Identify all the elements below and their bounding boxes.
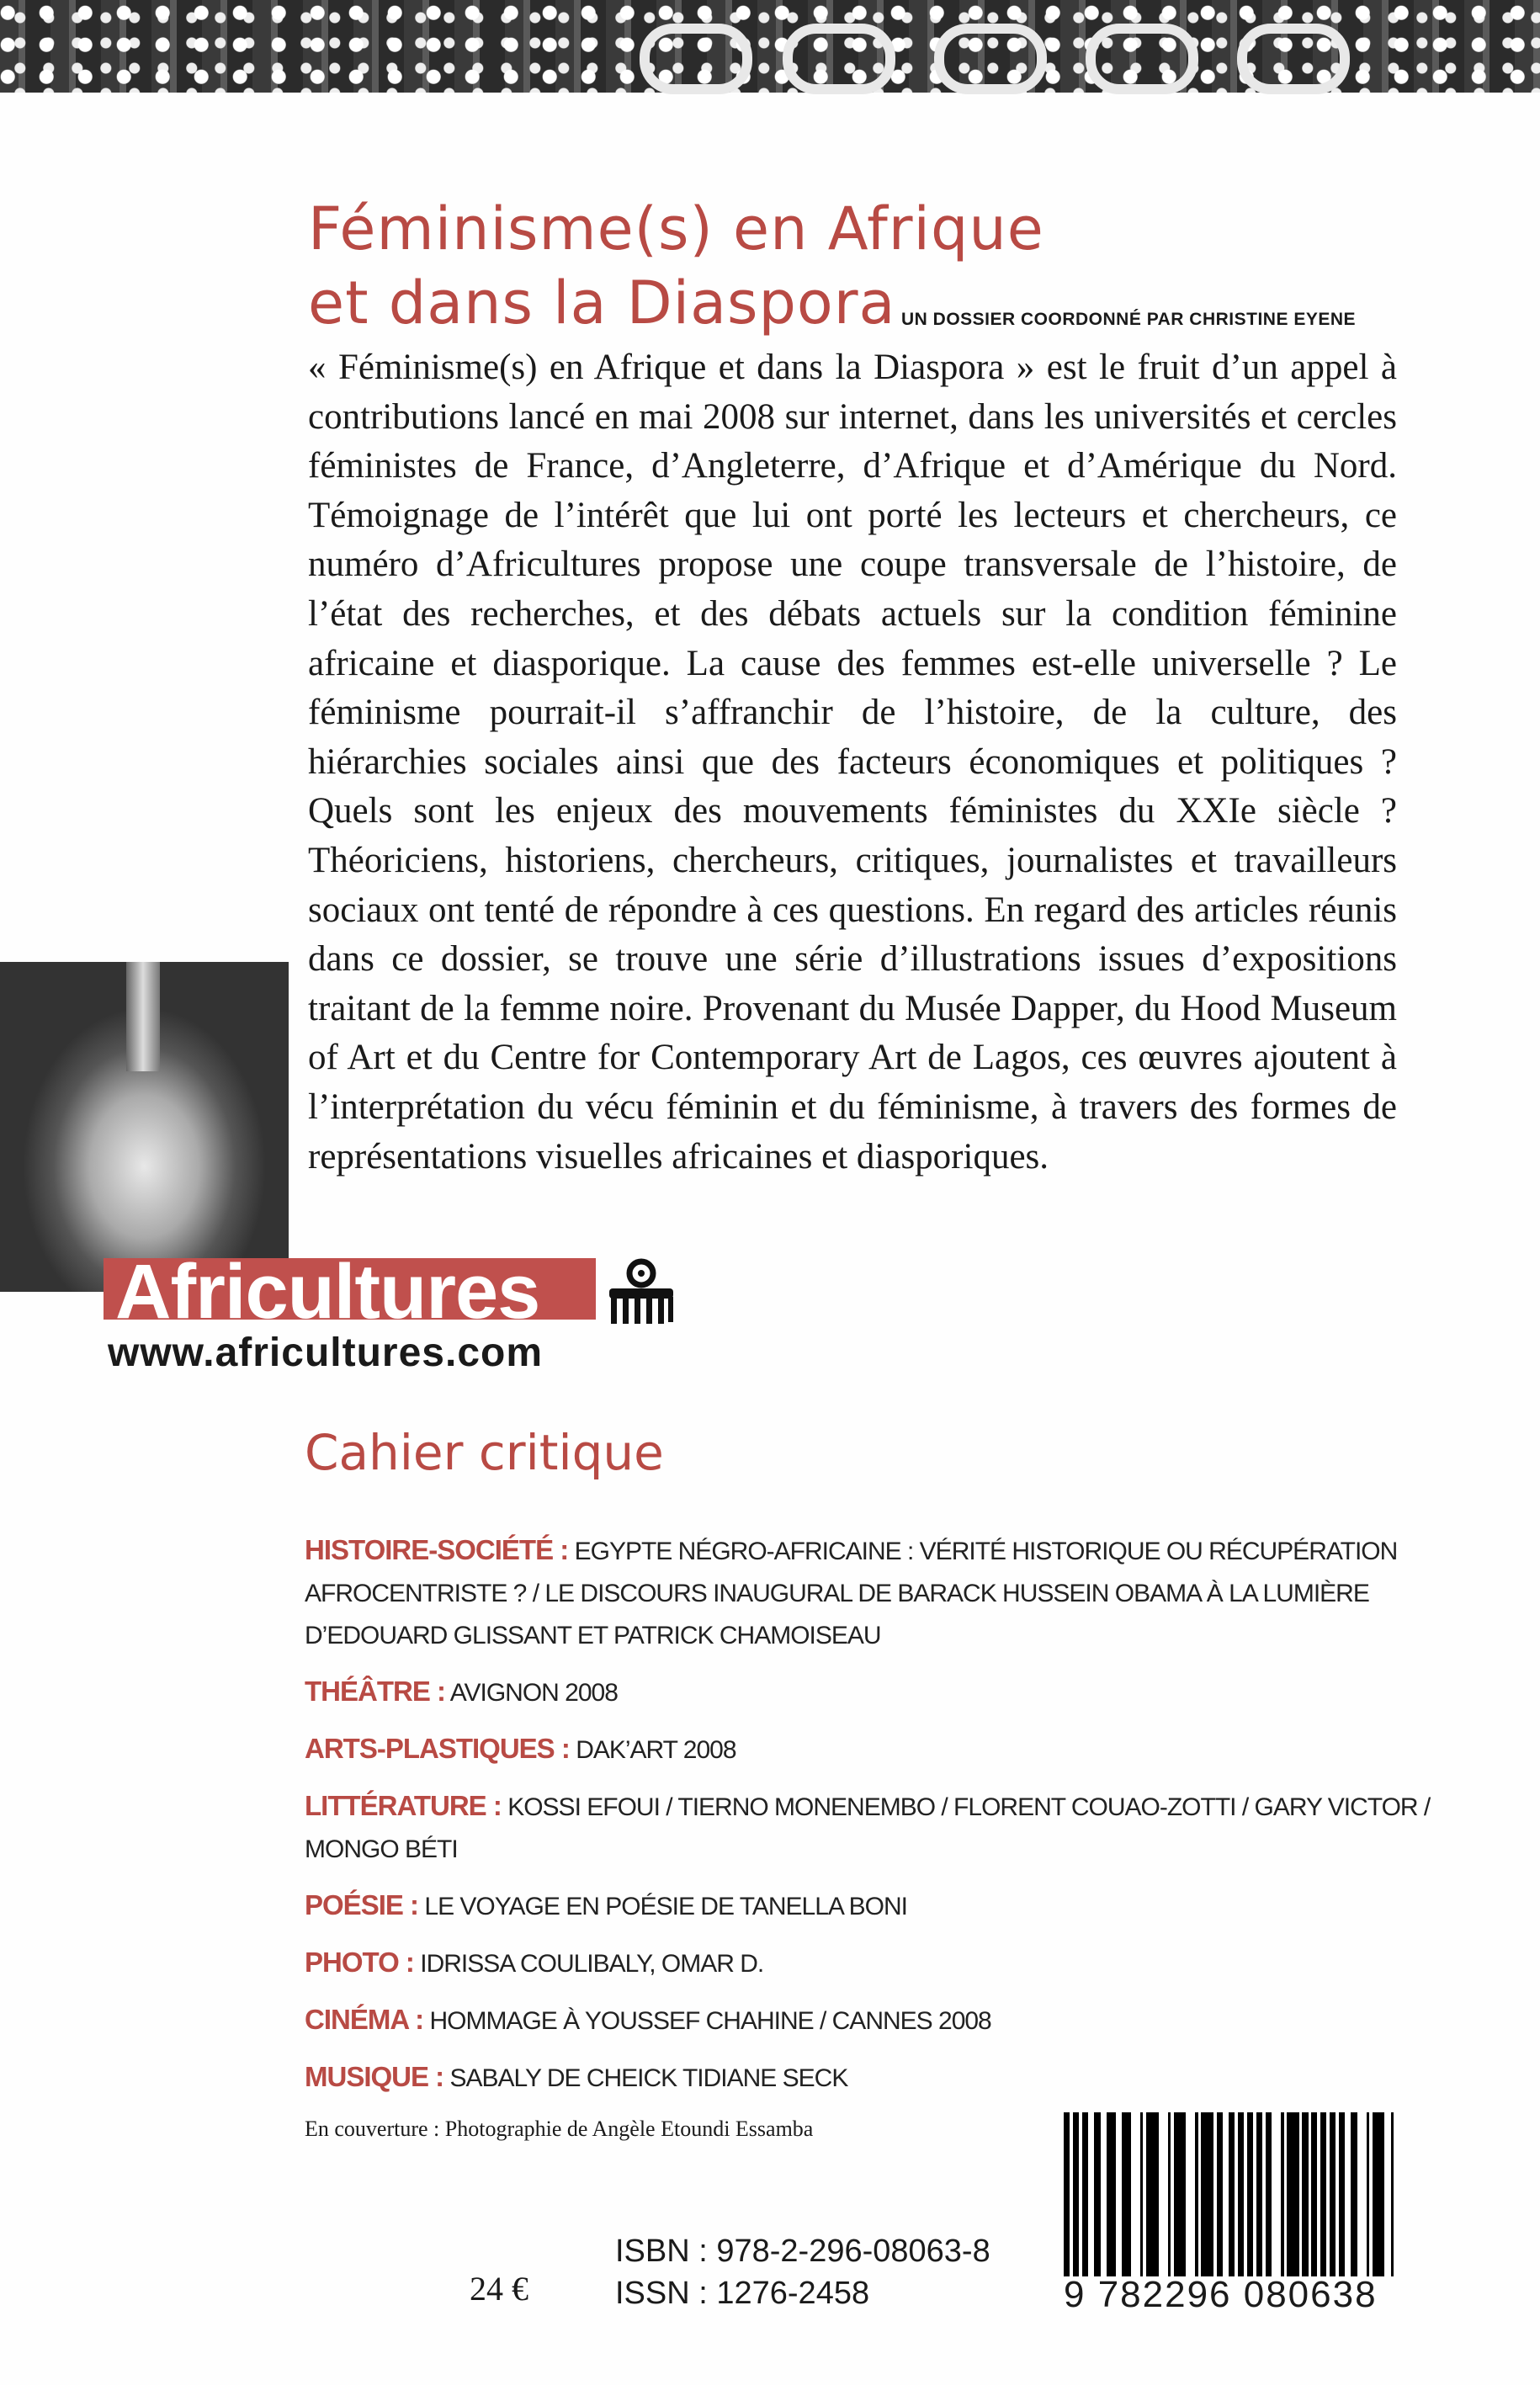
- byline: UN DOSSIER COORDONNÉ PAR CHRISTINE EYENE: [901, 310, 1357, 329]
- cahier-item: [305, 1529, 1432, 1657]
- cahier-critique-list: [305, 1529, 1432, 2113]
- africultures-logo: [104, 1258, 596, 1320]
- barcode-bars: [1064, 2112, 1400, 2276]
- item-category: THÉÂTRE :: [305, 1676, 445, 1707]
- title-line-2: et dans la Diaspora: [308, 268, 896, 337]
- barcode: [1064, 2112, 1400, 2314]
- website-link[interactable]: www.africultures.com: [108, 1331, 544, 1375]
- logo-text: Africultures: [115, 1258, 540, 1320]
- isbn: ISBN : 978-2-296-08063-8: [615, 2234, 990, 2269]
- title-line-1: Féminisme(s) en Afrique: [308, 194, 1044, 263]
- cahier-item: [305, 1785, 1432, 1871]
- item-text: SABALY DE CHEICK TIDIANE SECK: [449, 2064, 848, 2092]
- cahier-item: [305, 1671, 1432, 1714]
- item-text: KOSSI EFOUI / TIERNO MONENEMBO / FLORENT COUAO-ZOTTI / GARY VICTOR / MONGO BÉTI: [305, 1793, 1431, 1863]
- cahier-item: [305, 2056, 1432, 2100]
- item-text: IDRISSA COULIBALY, OMAR D.: [420, 1950, 764, 1978]
- cover-credit: En couverture : Photographie de Angèle Etoundi Essamba: [305, 2117, 814, 2141]
- cahier-critique-heading: Cahier critique: [305, 1424, 664, 1481]
- price: 24 €: [470, 2270, 528, 2308]
- cahier-item: [305, 1999, 1432, 2042]
- issn: ISSN : 1276-2458: [615, 2276, 870, 2311]
- item-text: AVIGNON 2008: [449, 1679, 618, 1707]
- item-text: DAK’ART 2008: [576, 1736, 736, 1764]
- comb-icon: [603, 1258, 680, 1325]
- identifiers: [615, 2230, 990, 2314]
- item-category: PHOTO :: [305, 1947, 414, 1978]
- item-category: ARTS-PLASTIQUES :: [305, 1733, 570, 1764]
- item-text: EGYPTE NÉGRO-AFRICAINE : VÉRITÉ HISTORIQUE OU RÉCUPÉRATION AFROCENTRISTE ? / LE DISCOURS INAUGURAL DE BARACK HUSSEIN OBAMA À LA LUMIÈRE D’EDOUARD GLISSANT ET PATRICK CHAMOISEAU: [305, 1538, 1398, 1649]
- item-category: HISTOIRE-SOCIÉTÉ :: [305, 1534, 569, 1565]
- item-text: LE VOYAGE EN POÉSIE DE TANELLA BONI: [424, 1893, 907, 1920]
- cover-photo: [0, 962, 289, 1292]
- item-category: POÉSIE :: [305, 1889, 419, 1920]
- description-paragraph: « Féminisme(s) en Afrique et dans la Diaspora » est le fruit d’un appel à contributions lancé en mai 2008 sur internet, dans les universités et cercles féministes de France, d’Angleterre, d’Afrique et d’Amérique du Nord. Témoignage de l’intérêt que lui ont porté les lecteurs et chercheurs, ce numéro d’Africultures propose une coupe transversale de l’histoire, de l’état des recherches, et des débats actuels sur la condition féminine africaine et diasporique. La cause des femmes est-elle universelle ? Le féminisme pourrait-il s’affranchir de l’histoire, de la culture, des hiérarchies sociales ainsi que des facteurs économiques et politiques ? Quels sont les enjeux des mouvements féministes du XXIe siècle ? Théoriciens, historiens, chercheurs, critiques, journalistes et travailleurs sociaux ont tenté de répondre à ces questions. En regard des articles réunis dans ce dossier, se trouve une série d’illustrations issues d’expositions traitant de la femme noire. Provenant du Musée Dapper, du Hood Museum of Art et du Centre for Contemporary Art de Lagos, ces œuvres ajoutent à l’interprétation du vécu féminin et du féminisme, à travers des formes de représentations visuelles africaines et diasporiques.: [308, 348, 1397, 1177]
- item-text: HOMMAGE À YOUSSEF CHAHINE / CANNES 2008: [429, 2007, 991, 2035]
- item-category: MUSIQUE :: [305, 2061, 444, 2092]
- cahier-item: [305, 1728, 1432, 1771]
- item-category: LITTÉRATURE :: [305, 1790, 502, 1821]
- decorative-pattern-band: [0, 0, 1540, 93]
- cahier-item: [305, 1884, 1432, 1928]
- item-category: CINÉMA :: [305, 2004, 424, 2035]
- barcode-number: 9 782296 080638: [1064, 2274, 1378, 2315]
- cahier-item: [305, 1941, 1432, 1985]
